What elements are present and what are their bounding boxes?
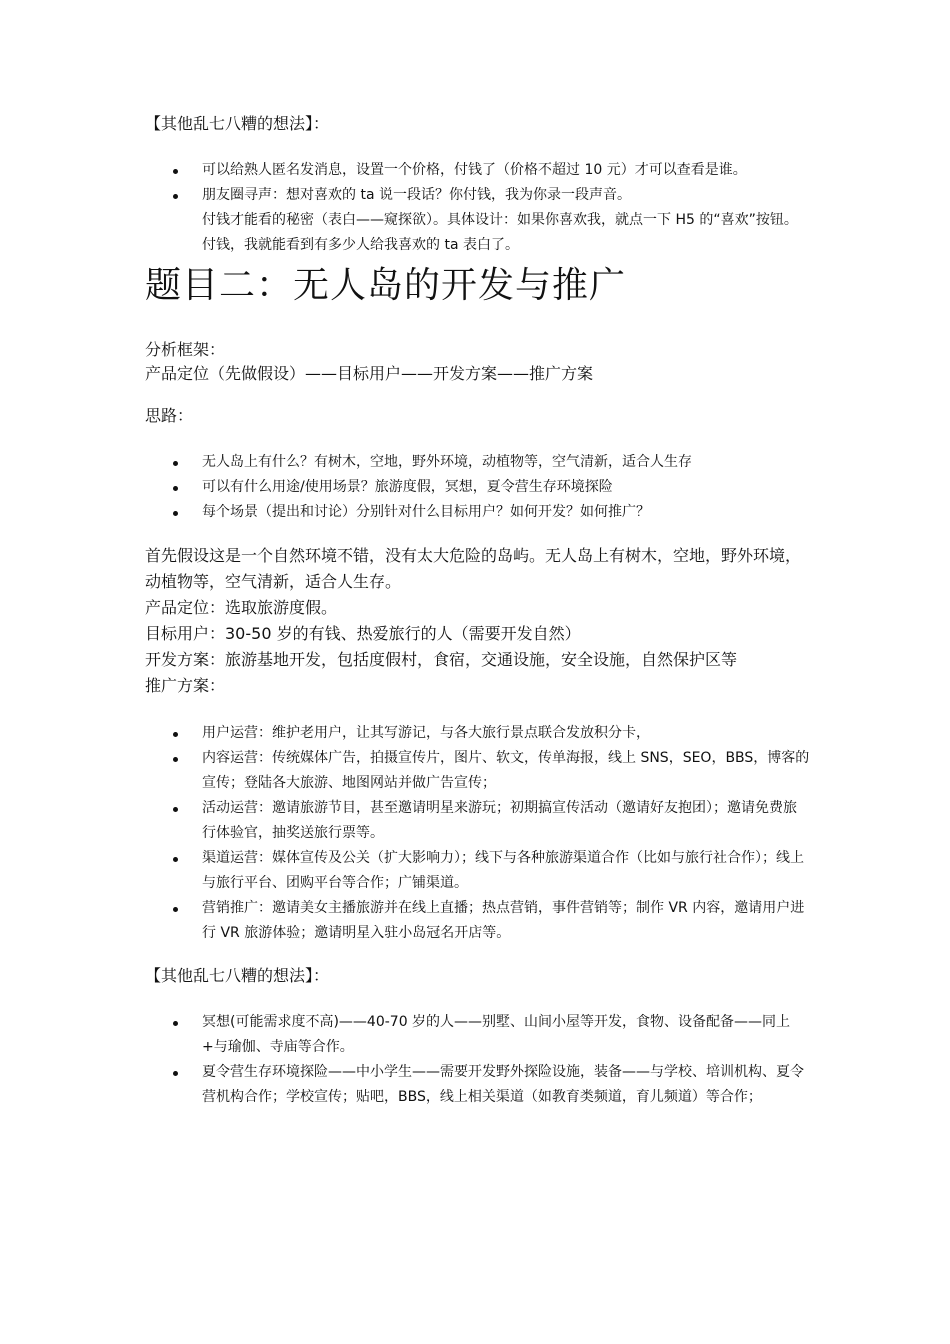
list-item-text: 夏令营生存环境探险——中小学生——需要开发野外探险设施，装备——与学校、培训机构、夏令营机构合作；学校宣传；贴吧，BBS，线上相关渠道（如教育类频道，育儿频道）等合作； — [202, 1064, 804, 1105]
promotion-label: 推广方案： — [145, 676, 226, 695]
section-b-list — [145, 1010, 810, 1110]
list-item-text: 渠道运营：媒体宣传及公关（扩大影响力）；线下与各种旅游渠道合作（比如与旅行社合作）；线上与旅行平台、团购平台等合作；广铺渠道。 — [202, 850, 804, 891]
list-item — [202, 796, 810, 846]
bullet-icon — [173, 732, 178, 737]
positioning-line: 产品定位：选取旅游度假。 — [145, 598, 338, 617]
list-item — [202, 450, 810, 475]
bullet-icon — [173, 486, 178, 491]
list-item-text: 可以给熟人匿名发消息，设置一个价格，付钱了（价格不超过 10 元）才可以查看是谁。 — [202, 162, 747, 178]
list-item-text: 朋友圈寻声：想对喜欢的 ta 说一段话？你付钱，我为你录一段声音。 — [202, 187, 631, 203]
bullet-icon — [173, 194, 178, 199]
section-a-list — [145, 158, 810, 258]
target-users-line: 目标用户：30-50 岁的有钱、热爱旅行的人（需要开发自然） — [145, 624, 581, 643]
list-item-text: 冥想(可能需求度不高)——40-70 岁的人——别墅、山间小屋等开发，食物、设备配备——同上+与瑜伽、寺庙等合作。 — [202, 1014, 791, 1055]
list-item — [202, 1060, 810, 1110]
list-item — [202, 158, 810, 183]
list-item-continuation: 付钱才能看的秘密（表白——窥探欲）。具体设计：如果你喜欢我，就点一下 H5 的“喜欢”按钮。付钱，我就能看到有多少人给我喜欢的 ta 表白了。 — [202, 212, 798, 253]
thinking-label: 思路： — [145, 406, 194, 425]
list-item — [202, 846, 810, 896]
bullet-icon — [173, 807, 178, 812]
list-item-text: 活动运营：邀请旅游节目，甚至邀请明星来游玩；初期搞宣传活动（邀请好友抱团）；邀请免费旅行体验官，抽奖送旅行票等。 — [202, 800, 797, 841]
list-item — [202, 500, 810, 525]
list-item — [202, 1010, 810, 1060]
bullet-icon — [173, 461, 178, 466]
list-item-text: 每个场景（提出和讨论）分别针对什么目标用户？如何开发？如何推广？ — [202, 504, 650, 520]
list-item — [202, 746, 810, 796]
list-item — [202, 183, 810, 258]
list-item-text: 可以有什么用途/使用场景？旅游度假，冥想，夏令营生存环境探险 — [202, 479, 613, 495]
section-b-heading: 【其他乱七八糟的想法】： — [145, 966, 330, 985]
bullet-icon — [173, 907, 178, 912]
promotion-list — [145, 721, 810, 946]
bullet-icon — [173, 757, 178, 762]
list-item-text: 内容运营：传统媒体广告，拍摄宣传片，图片、软文，传单海报，线上 SNS，SEO，BBS，博客的宣传；登陆各大旅游、地图网站并做广告宣传； — [202, 750, 810, 791]
assumption-paragraph: 首先假设这是一个自然环境不错，没有太大危险的岛屿。无人岛上有树木，空地，野外环境，动植物等，空气清新，适合人生存。 — [145, 546, 802, 591]
list-item-text: 无人岛上有什么？有树木，空地，野外环境，动植物等，空气清新，适合人生存 — [202, 454, 692, 470]
bullet-icon — [173, 1071, 178, 1076]
framework-label: 分析框架： — [145, 340, 226, 359]
list-item-text: 用户运营：维护老用户，让其写游记，与各大旅行景点联合发放积分卡， — [202, 725, 650, 741]
bullet-icon — [173, 1021, 178, 1026]
development-line: 开发方案：旅游基地开发，包括度假村，食宿，交通设施，安全设施，自然保护区等 — [145, 650, 738, 669]
list-item — [202, 475, 810, 500]
bullet-icon — [173, 857, 178, 862]
framework-text: 产品定位（先做假设）——目标用户——开发方案——推广方案 — [145, 364, 594, 383]
bullet-icon — [173, 511, 178, 516]
thinking-list — [145, 450, 810, 525]
bullet-icon — [173, 169, 178, 174]
section-a-heading: 【其他乱七八糟的想法】： — [145, 114, 330, 133]
list-item-text: 营销推广：邀请美女主播旅游并在线上直播；热点营销，事件营销等；制作 VR 内容，邀请用户进行 VR 旅游体验；邀请明星入驻小岛冠名开店等。 — [202, 900, 805, 941]
list-item — [202, 721, 810, 746]
document-page — [145, 112, 810, 1110]
page-title: 题目二：无人岛的开发与推广 — [145, 265, 627, 306]
list-item — [202, 896, 810, 946]
